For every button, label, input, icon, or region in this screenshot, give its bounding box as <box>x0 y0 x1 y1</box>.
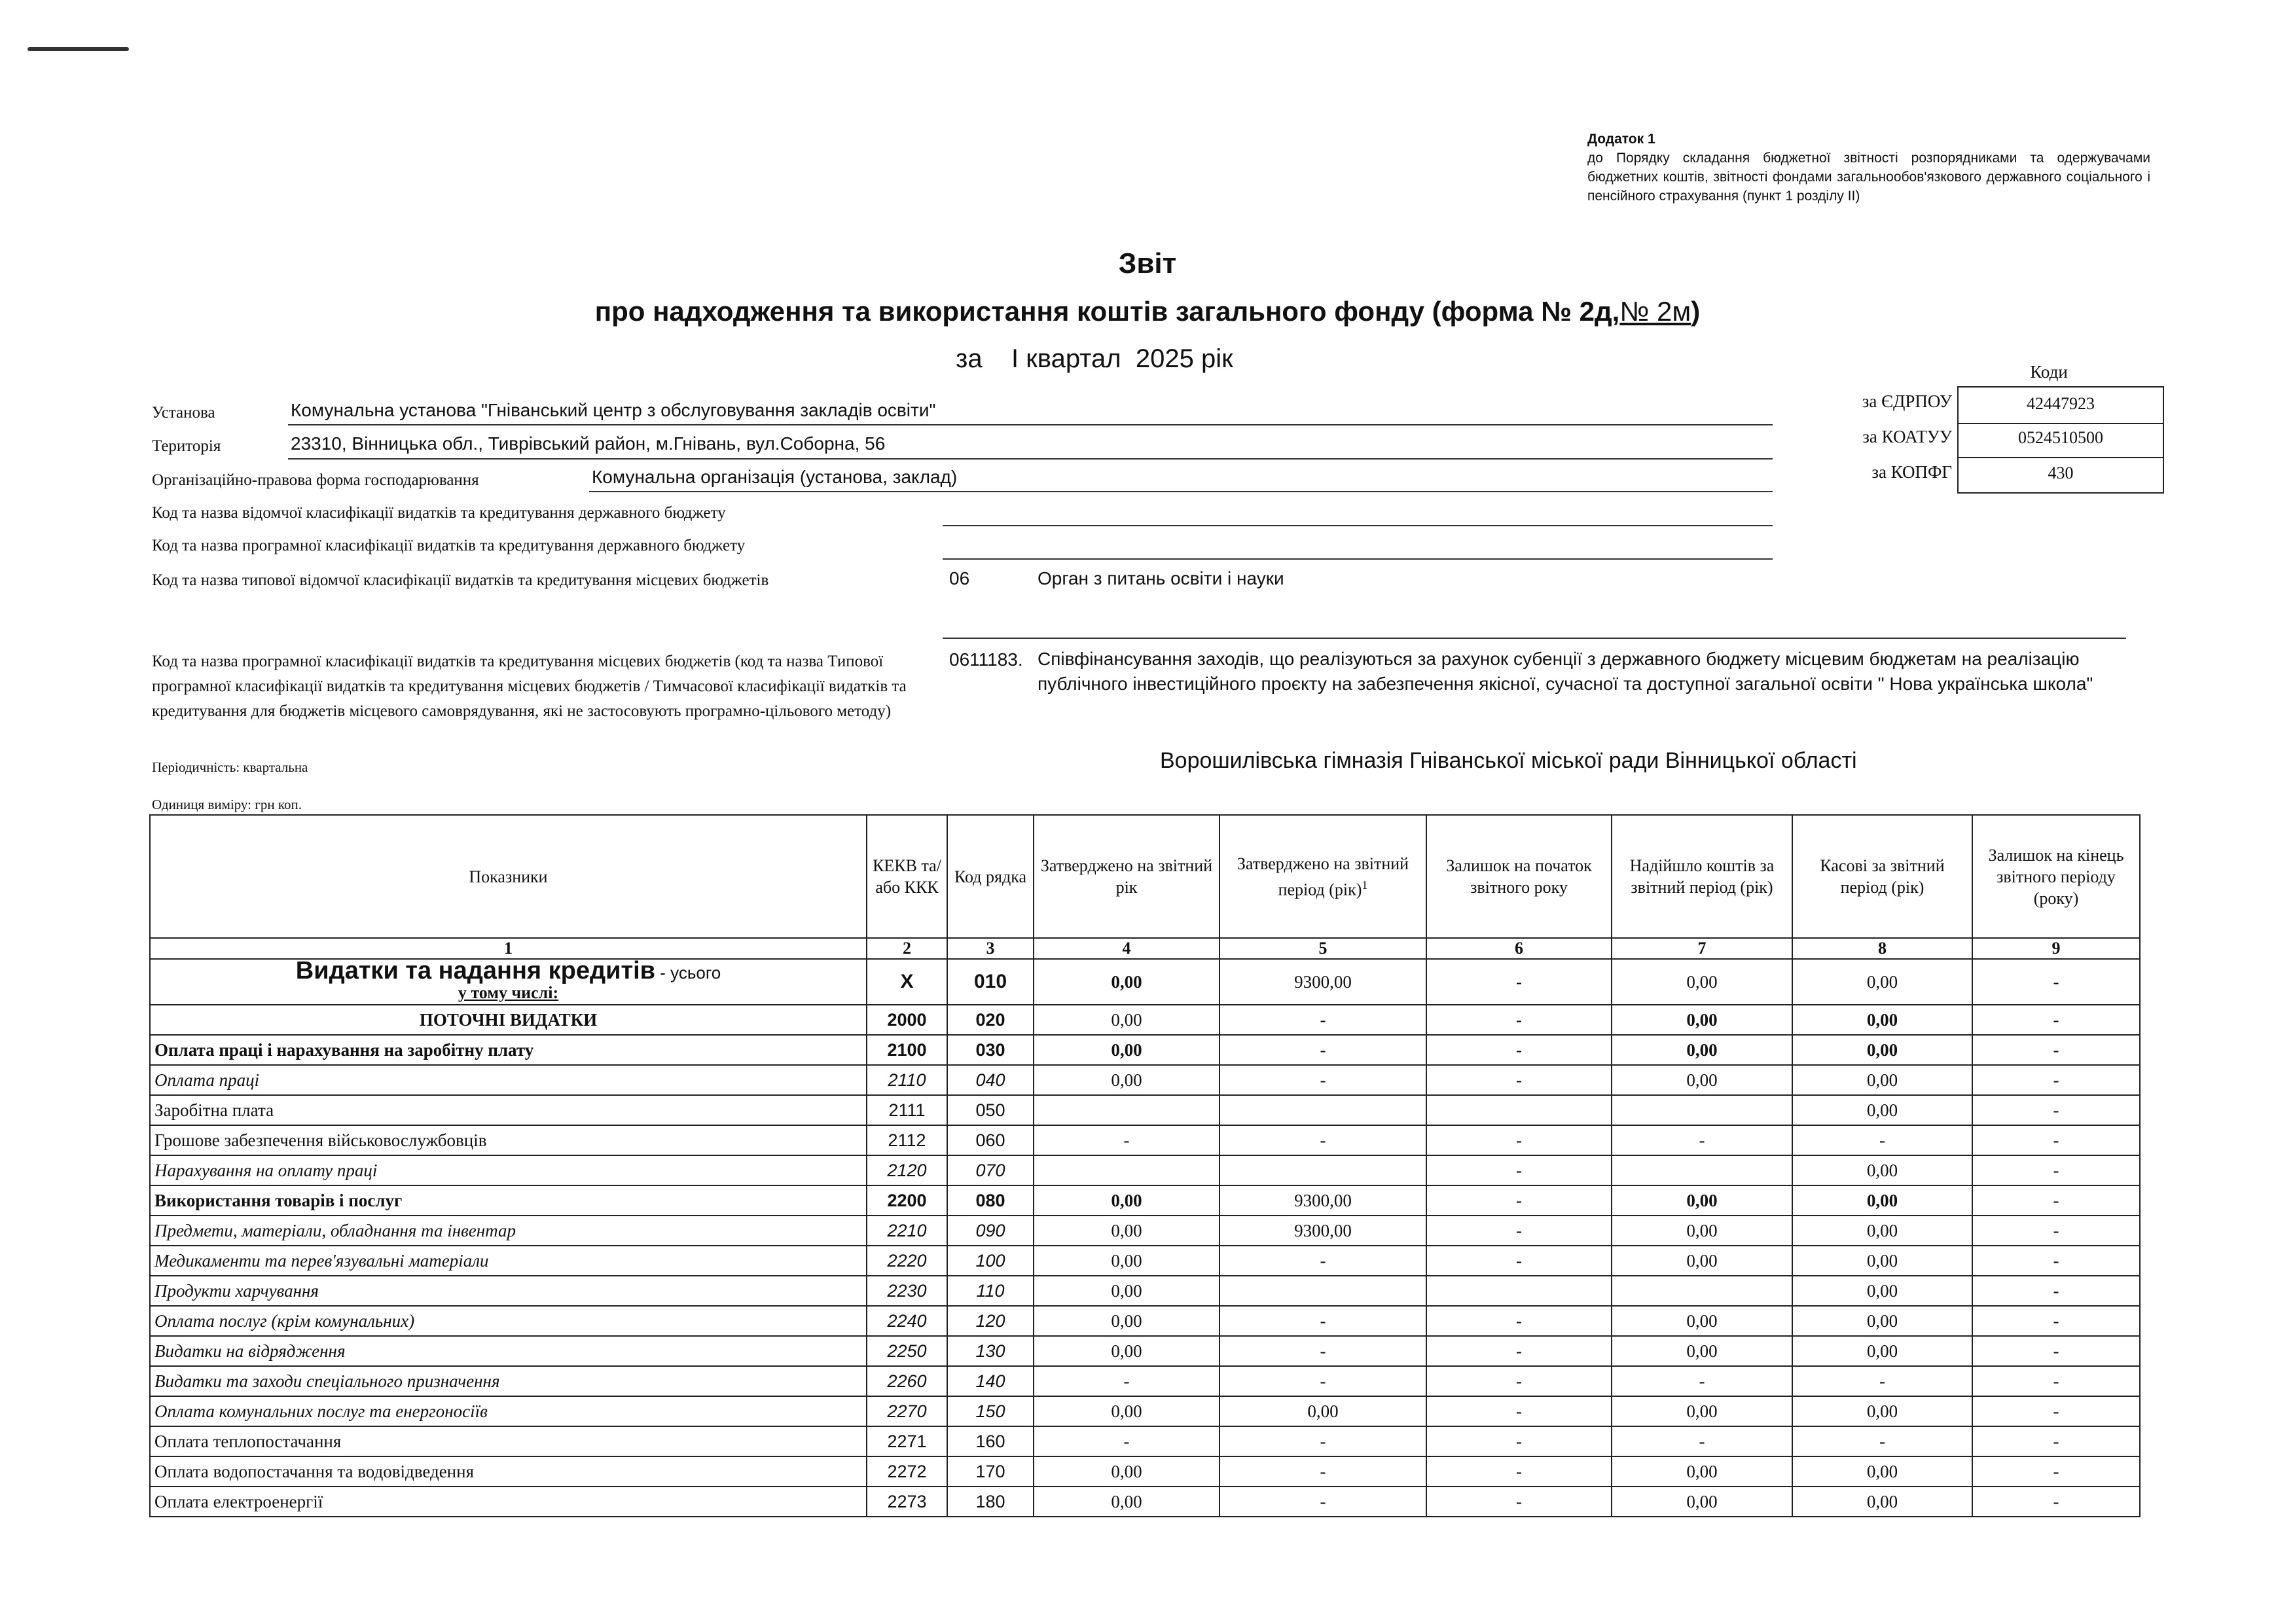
row-balance-start: - <box>1426 1125 1612 1155</box>
org-form-label: Організаційно-правова форма господарювання <box>152 471 479 489</box>
row-approved-year <box>1034 1095 1220 1125</box>
row-name: Видатки та заходи спеціального призначення <box>150 1366 867 1396</box>
row-approved-period: 9300,00 <box>1220 959 1426 1005</box>
table-row <box>150 1155 2140 1185</box>
column-number: 3 <box>947 938 1034 959</box>
row-name: Використання товарів і послуг <box>150 1185 867 1216</box>
row-received: - <box>1612 1125 1792 1155</box>
institution-value: Комунальна установа "Гніванський центр з обслуговування закладів освіти" <box>291 400 936 420</box>
row-kekv: 2200 <box>867 1185 947 1216</box>
row-kekv: 2230 <box>867 1276 947 1306</box>
row-balance-start: - <box>1426 1456 1612 1487</box>
row-approved-year: 0,00 <box>1034 1035 1220 1065</box>
row-received: 0,00 <box>1612 1005 1792 1035</box>
row-received: 0,00 <box>1612 1246 1792 1276</box>
row-approved-period: - <box>1220 1456 1426 1487</box>
row-approved-period: - <box>1220 1366 1426 1396</box>
report-subtitle-end: ) <box>1691 296 1701 327</box>
row-balance-start: - <box>1426 1336 1612 1366</box>
row-approved-period: - <box>1220 1125 1426 1155</box>
row-approved-year: 0,00 <box>1034 1396 1220 1426</box>
row-approved-year <box>1034 1155 1220 1185</box>
column-number: 4 <box>1034 938 1220 959</box>
row-kekv: 2112 <box>867 1125 947 1155</box>
row-balance-start: - <box>1426 1487 1612 1517</box>
row-balance-start: - <box>1426 959 1612 1005</box>
prog-class-state-label: Код та назва програмної класифікації видатків та кредитування державного бюджету <box>152 537 746 554</box>
territory-underline <box>288 458 1773 460</box>
report-table <box>149 814 2141 1517</box>
row-code: 180 <box>947 1487 1034 1517</box>
row-name: Оплата водопостачання та водовідведення <box>150 1456 867 1487</box>
table-row <box>150 1035 2140 1065</box>
row-balance-start: - <box>1426 1065 1612 1095</box>
report-subtitle <box>0 296 2295 327</box>
row-approved-period: - <box>1220 1336 1426 1366</box>
row-received: - <box>1612 1426 1792 1456</box>
column-number: 2 <box>867 938 947 959</box>
row-approved-year: 0,00 <box>1034 1336 1220 1366</box>
row-kekv: 2110 <box>867 1065 947 1095</box>
appendix-title: Додаток 1 <box>1587 132 1655 147</box>
typical-dept-label: Код та назва типової відомчої класифікації видатків та кредитування місцевих бюджетів <box>152 571 769 589</box>
row-approved-period: - <box>1220 1035 1426 1065</box>
edrpou-code: 42447923 <box>1957 386 2164 424</box>
table-row <box>150 1366 2140 1396</box>
table-row <box>150 1065 2140 1095</box>
row-cash: 0,00 <box>1792 1216 1972 1246</box>
row-code: 090 <box>947 1216 1034 1246</box>
column-numbers-row <box>150 938 2140 959</box>
row-kekv: 2100 <box>867 1035 947 1065</box>
header-received: Надійшло коштів за звітний період (рік) <box>1612 815 1792 938</box>
koatuu-label: за КОАТУУ <box>1862 427 1952 446</box>
row-name: ПОТОЧНІ ВИДАТКИ <box>150 1005 867 1035</box>
row-balance-start: - <box>1426 1246 1612 1276</box>
row-approved-period <box>1220 1276 1426 1306</box>
row-balance-end: - <box>1972 1456 2140 1487</box>
row-kekv: 2210 <box>867 1216 947 1246</box>
row-cash: - <box>1792 1125 1972 1155</box>
row-received: - <box>1612 1366 1792 1396</box>
row-code: 010 <box>947 959 1034 1005</box>
institution-underline <box>288 424 1773 425</box>
row-balance-start: - <box>1426 1426 1612 1456</box>
row-balance-start: - <box>1426 1185 1612 1216</box>
row-cash: - <box>1792 1426 1972 1456</box>
including-label: у тому числі: <box>458 983 559 1002</box>
row-kekv: 2000 <box>867 1005 947 1035</box>
row-balance-start <box>1426 1276 1612 1306</box>
row-received: 0,00 <box>1612 1216 1792 1246</box>
row-kekv: 2111 <box>867 1095 947 1125</box>
dept-class-state-label: Код та назва відомчої класифікації видатків та кредитування державного бюджету <box>152 504 726 522</box>
edrpou-label: за ЄДРПОУ <box>1862 391 1952 411</box>
row-received <box>1612 1276 1792 1306</box>
header-row-code: Код рядка <box>947 815 1034 938</box>
row-kekv: 2250 <box>867 1336 947 1366</box>
dept-class-state-underline <box>943 525 1773 526</box>
row-approved-period: - <box>1220 1426 1426 1456</box>
row-approved-year: 0,00 <box>1034 1216 1220 1246</box>
table-row-total <box>150 959 2140 1005</box>
table-row <box>150 1426 2140 1456</box>
header-approved-period-cell <box>1220 815 1426 938</box>
row-cash: 0,00 <box>1792 959 1972 1005</box>
row-approved-year: 0,00 <box>1034 959 1220 1005</box>
table-row <box>150 1306 2140 1336</box>
row-balance-end: - <box>1972 1487 2140 1517</box>
row-name: Нарахування на оплату праці <box>150 1155 867 1185</box>
row-name: Заробітна плата <box>150 1095 867 1125</box>
typical-dept-name: Орган з питань освіти і науки <box>1038 568 1284 588</box>
row-cash: 0,00 <box>1792 1155 1972 1185</box>
row-name: Оплата електроенергії <box>150 1487 867 1517</box>
header-cash: Касові за звітний період (рік) <box>1792 815 1972 938</box>
row-balance-end: - <box>1972 1065 2140 1095</box>
row-code: 050 <box>947 1095 1034 1125</box>
row-code: 080 <box>947 1185 1034 1216</box>
row-name: Предмети, матеріали, обладнання та інвентар <box>150 1216 867 1246</box>
row-approved-period: - <box>1220 1487 1426 1517</box>
row-name: Оплата комунальних послуг та енергоносіїв <box>150 1396 867 1426</box>
row-balance-end: - <box>1972 1366 2140 1396</box>
table-row <box>150 1276 2140 1306</box>
row-cash: 0,00 <box>1792 1005 1972 1035</box>
row-balance-end: - <box>1972 1396 2140 1426</box>
row-approved-period: 9300,00 <box>1220 1185 1426 1216</box>
row-code: 070 <box>947 1155 1034 1185</box>
row-name: Видатки на відрядження <box>150 1336 867 1366</box>
table-header-row <box>150 815 2140 938</box>
row-name: Медикаменти та перев'язувальні матеріали <box>150 1246 867 1276</box>
row-approved-year: 0,00 <box>1034 1185 1220 1216</box>
header-kekv: КЕКВ та/або ККК <box>867 815 947 938</box>
row-name: Оплата теплопостачання <box>150 1426 867 1456</box>
row-code: 150 <box>947 1396 1034 1426</box>
row-name <box>150 959 867 1005</box>
row-code: 130 <box>947 1336 1034 1366</box>
row-cash: 0,00 <box>1792 1336 1972 1366</box>
row-received: 0,00 <box>1612 959 1792 1005</box>
row-approved-year: - <box>1034 1366 1220 1396</box>
row-balance-start: - <box>1426 1396 1612 1426</box>
row-kekv: 2260 <box>867 1366 947 1396</box>
row-kekv: X <box>867 959 947 1005</box>
row-code: 100 <box>947 1246 1034 1276</box>
row-balance-start: - <box>1426 1216 1612 1246</box>
row-balance-end: - <box>1972 1005 2140 1035</box>
row-kekv: 2270 <box>867 1396 947 1426</box>
report-title: Звіт <box>1118 247 1177 280</box>
row-received: 0,00 <box>1612 1035 1792 1065</box>
header-balance-end: Залишок на кінець звітного періоду (року) <box>1972 815 2140 938</box>
report-subtitle-text: про надходження та використання коштів загального фонду (форма № 2д, <box>594 296 1620 327</box>
typical-dept-underline <box>943 638 2126 639</box>
row-balance-end: - <box>1972 1426 2140 1456</box>
row-received: 0,00 <box>1612 1396 1792 1426</box>
row-kekv: 2240 <box>867 1306 947 1336</box>
column-number: 6 <box>1426 938 1612 959</box>
row-cash: 0,00 <box>1792 1456 1972 1487</box>
row-approved-year: 0,00 <box>1034 1456 1220 1487</box>
row-name: Оплата послуг (крім комунальних) <box>150 1306 867 1336</box>
row-approved-period: - <box>1220 1246 1426 1276</box>
koatuu-code: 0524510500 <box>1957 422 2164 458</box>
typical-dept-code: 06 <box>949 568 970 588</box>
row-cash: 0,00 <box>1792 1065 1972 1095</box>
row-balance-start: - <box>1426 1005 1612 1035</box>
table-row <box>150 1246 2140 1276</box>
row-code: 060 <box>947 1125 1034 1155</box>
row-name: Оплата праці <box>150 1065 867 1095</box>
header-approved-period-footnote: 1 <box>1362 878 1368 892</box>
header-approved-year: Затверджено на звітний рік <box>1034 815 1220 938</box>
row-cash: 0,00 <box>1792 1035 1972 1065</box>
row-balance-end: - <box>1972 959 2140 1005</box>
total-expenses-title: Видатки та надання кредитів <box>295 959 656 984</box>
row-approved-period <box>1220 1095 1426 1125</box>
appendix-text: до Порядку складання бюджетної звітності розпорядниками та одержувачами бюджетних коштів, звітності фондами загальнообов'язкового державного соціального і пенсійного страхування (пункт 1 розділу ІІ) <box>1587 151 2150 204</box>
row-received: 0,00 <box>1612 1065 1792 1095</box>
row-approved-period: - <box>1220 1065 1426 1095</box>
row-cash: 0,00 <box>1792 1185 1972 1216</box>
column-number: 9 <box>1972 938 2140 959</box>
kopfg-label: за КОПФГ <box>1871 462 1952 482</box>
row-code: 030 <box>947 1035 1034 1065</box>
row-balance-end: - <box>1972 1276 2140 1306</box>
row-code: 140 <box>947 1366 1034 1396</box>
row-balance-start: - <box>1426 1306 1612 1336</box>
row-balance-end: - <box>1972 1185 2140 1216</box>
row-received: 0,00 <box>1612 1456 1792 1487</box>
row-approved-year: 0,00 <box>1034 1005 1220 1035</box>
row-approved-year: - <box>1034 1426 1220 1456</box>
table-row <box>150 1336 2140 1366</box>
row-approved-period: - <box>1220 1306 1426 1336</box>
row-balance-end: - <box>1972 1246 2140 1276</box>
row-cash: 0,00 <box>1792 1246 1972 1276</box>
row-balance-end: - <box>1972 1336 2140 1366</box>
row-balance-start: - <box>1426 1366 1612 1396</box>
prog-local-code: 0611183. <box>949 649 1023 670</box>
prog-local-name: Співфінансування заходів, що реалізуються за рахунок субенції з державного бюджету місцевим бюджетам на реалізацію публічного інвестиційного проєкту на забезпечення якісної, сучасної та доступної загальної освіти " Нова українська школа" <box>1038 649 2093 694</box>
row-approved-year: 0,00 <box>1034 1306 1220 1336</box>
row-name: Грошове забезпечення військовослужбовців <box>150 1125 867 1155</box>
column-number: 5 <box>1220 938 1426 959</box>
report-period: за I квартал 2025 рік <box>956 344 1233 373</box>
row-balance-end: - <box>1972 1095 2140 1125</box>
row-balance-end: - <box>1972 1216 2140 1246</box>
row-approved-year: 0,00 <box>1034 1246 1220 1276</box>
row-cash: - <box>1792 1366 1972 1396</box>
row-balance-start <box>1426 1095 1612 1125</box>
row-balance-end: - <box>1972 1306 2140 1336</box>
territory-value: 23310, Вінницька обл., Тиврівський район, м.Гнівань, вул.Соборна, 56 <box>291 433 886 454</box>
row-received <box>1612 1155 1792 1185</box>
row-approved-year: 0,00 <box>1034 1065 1220 1095</box>
row-cash: 0,00 <box>1792 1396 1972 1426</box>
column-number: 8 <box>1792 938 1972 959</box>
row-kekv: 2120 <box>867 1155 947 1185</box>
row-name: Оплата праці і нарахування на заробітну плату <box>150 1035 867 1065</box>
org-form-underline <box>589 491 1773 492</box>
header-balance-start: Залишок на початок звітного року <box>1426 815 1612 938</box>
row-approved-year: - <box>1034 1125 1220 1155</box>
row-kekv: 2220 <box>867 1246 947 1276</box>
row-cash: 0,00 <box>1792 1306 1972 1336</box>
table-row <box>150 1456 2140 1487</box>
row-approved-period: - <box>1220 1005 1426 1035</box>
row-cash: 0,00 <box>1792 1276 1972 1306</box>
header-name: Показники <box>150 815 867 938</box>
school-name: Ворошилівська гімназія Гніванської міської ради Вінницької області <box>1160 748 1857 773</box>
row-kekv: 2273 <box>867 1487 947 1517</box>
row-received: 0,00 <box>1612 1487 1792 1517</box>
row-code: 170 <box>947 1456 1034 1487</box>
row-cash: 0,00 <box>1792 1095 1972 1125</box>
row-balance-start: - <box>1426 1155 1612 1185</box>
institution-label: Установа <box>152 404 215 422</box>
row-code: 160 <box>947 1426 1034 1456</box>
row-received <box>1612 1095 1792 1125</box>
table-row <box>150 1005 2140 1035</box>
prog-local-label: Код та назва програмної класифікації видатків та кредитування місцевих бюджетів (код та назва Типової програмної класифікації видатків та кредитування місцевих бюджетів / Тимчасової класифікації видатків та кредитування для бюджетів місцевого самоврядування, які не застосовують програмно-цільового методу) <box>152 653 907 720</box>
table-row <box>150 1125 2140 1155</box>
row-approved-year: 0,00 <box>1034 1276 1220 1306</box>
codes-title: Коди <box>2030 362 2068 382</box>
column-number: 1 <box>150 938 867 959</box>
row-name: Продукти харчування <box>150 1276 867 1306</box>
row-approved-year: 0,00 <box>1034 1487 1220 1517</box>
row-code: 110 <box>947 1276 1034 1306</box>
row-kekv: 2272 <box>867 1456 947 1487</box>
table-row <box>150 1216 2140 1246</box>
total-expenses-suffix: - усього <box>655 963 721 983</box>
kopfg-code: 430 <box>1957 457 2164 494</box>
header-approved-period: Затверджено на звітний період (рік) <box>1237 854 1409 899</box>
row-approved-period: 9300,00 <box>1220 1216 1426 1246</box>
row-kekv: 2271 <box>867 1426 947 1456</box>
table-row <box>150 1185 2140 1216</box>
row-cash: 0,00 <box>1792 1487 1972 1517</box>
table-row <box>150 1396 2140 1426</box>
form-number: № 2м <box>1619 296 1691 327</box>
row-approved-period <box>1220 1155 1426 1185</box>
unit-of-measure: Одиниця виміру: грн коп. <box>152 797 302 812</box>
prog-class-state-underline <box>943 558 1773 560</box>
territory-label: Територія <box>152 437 221 455</box>
row-received: 0,00 <box>1612 1306 1792 1336</box>
table-row <box>150 1487 2140 1517</box>
column-number: 7 <box>1612 938 1792 959</box>
row-received: 0,00 <box>1612 1336 1792 1366</box>
row-code: 120 <box>947 1306 1034 1336</box>
row-code: 020 <box>947 1005 1034 1035</box>
row-balance-start: - <box>1426 1035 1612 1065</box>
row-code: 040 <box>947 1065 1034 1095</box>
scan-mark <box>27 47 129 51</box>
appendix-note <box>1587 130 2150 206</box>
org-form-value: Комунальна організація (установа, заклад) <box>592 467 958 487</box>
row-approved-period: 0,00 <box>1220 1396 1426 1426</box>
periodicity: Періодичність: квартальна <box>152 759 308 775</box>
row-received: 0,00 <box>1612 1185 1792 1216</box>
row-balance-end: - <box>1972 1155 2140 1185</box>
row-balance-end: - <box>1972 1035 2140 1065</box>
row-balance-end: - <box>1972 1125 2140 1155</box>
table-row <box>150 1095 2140 1125</box>
